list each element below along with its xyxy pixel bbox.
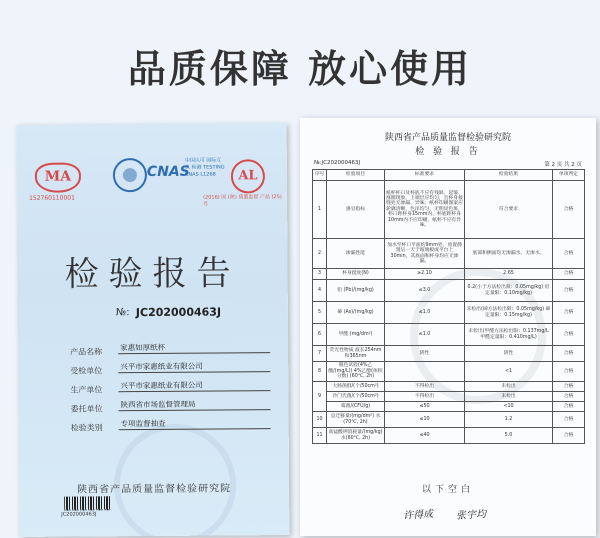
table-row: 8 脱色试验(4%乙酸/(mg/L)) 4%乙醇(体积分数) (60℃, 2h) <1 合格 — [313, 362, 585, 382]
table-row: 3 杯身挺度(N) ≥2.10 2.65 合格 — [313, 269, 585, 280]
sheet-report-number: №:JC202000463J — [314, 160, 361, 166]
col-header: 标准要求 — [385, 170, 465, 181]
field-entrusting-unit: 委托单位 陕西省市场监督管理局 — [70, 398, 280, 418]
field-inspected-unit: 受检单位 兴平市家惠纸业有限公司 — [70, 360, 280, 380]
signature-1: 许得成 — [402, 508, 434, 523]
results-table — [312, 169, 585, 444]
cnas-caption: 中国认可 国际互认 检测 TESTING CNAS L1268 — [184, 157, 225, 178]
table-row: 4 铅 (Pb)/(mg/kg) ≤3.0 0.2(小于方法检出限：0.05mg/kg) 铅定量限：0.10mg/kg) 合格 — [313, 280, 585, 302]
field-product-name: 产品名称 家惠如厚纸杯 — [70, 341, 280, 361]
table-row: 7 荧光性物质 波长254nm和365nm 阴性 阴性 合格 — [313, 346, 585, 362]
seal-icon — [113, 158, 147, 192]
headline: 品质保障 放心使用 — [127, 47, 473, 91]
table-row: 沙门氏菌/(个/50cm²) 不得检出 未检出 合格 — [313, 392, 585, 402]
report-cover — [17, 123, 290, 537]
table-row: 6 甲醛 (mg/dm²) ≤1.0 未检出(甲醛方法检出限：0.137mg/L 甲醛定量限：0.410mg/L) 合格 — [313, 324, 585, 346]
results-sheet — [300, 118, 596, 536]
cal-logo: AL — [231, 159, 265, 193]
report-no-label: №: — [115, 307, 130, 319]
table-row: 10 总迁移量/(mg/dm²) 水(70℃, 2h) ≤10 1.2 合格 — [313, 412, 585, 428]
sheet-page-number: 第 2 页 共 2 页 — [544, 162, 582, 168]
cover-fields — [70, 341, 281, 437]
field-inspection-type: 检验类别 专项监督抽查 — [71, 417, 281, 437]
cnas-logo: CNAS — [146, 163, 190, 181]
col-header: 检验结果 — [465, 170, 553, 181]
cover-organization: 陕西省产品质量监督检验研究院 — [77, 483, 232, 496]
certification-logos — [29, 153, 282, 208]
table-row: 2 渗漏性能 加水至杯口平面约9mm处，放置静置后一天于玻璃板或平台上30min，其底面和杯身均应无渗漏。 底部和侧面均无渗漏水，无渗水。 合格 — [313, 239, 585, 269]
table-header-row — [313, 170, 585, 181]
col-header: 单项判定 — [553, 170, 585, 181]
cma-number: 152760110001 — [29, 194, 75, 202]
sheet-title: 检 验 报 告 — [415, 147, 481, 157]
signature-2: 张宇均 — [455, 509, 487, 522]
sheet-organization: 陕西省产品质量监督检验研究院 — [384, 133, 511, 143]
col-header: 检验项目 — [327, 170, 385, 181]
cover-title: 检验报告 — [64, 253, 241, 295]
barcode — [64, 496, 110, 510]
table-row: 11 高锰酸钾消耗量/(mg/kg) 水(60℃, 2h) ≤40 5.0 合格 — [313, 428, 585, 444]
col-header: 序号 — [313, 170, 327, 181]
table-row: 5 砷 (As)/(mg/kg) ≤1.0 未检出(砷方法检出限：0.05mg/kg) 砷定量限：0.15mg/kg) 合格 — [313, 302, 585, 324]
table-row: 霉菌/(CFU/g) ≤50 <10 合格 — [313, 402, 585, 412]
report-number: JC202000463J — [135, 305, 222, 320]
barcode-text: JC202000463J — [61, 511, 97, 518]
blank-below-notice: 以下空白 — [421, 485, 474, 495]
field-manufacturer: 生产单位 兴平市家惠纸业有限公司 — [70, 379, 280, 399]
table-row: 9 大肠菌群/(个/50cm²) 不得检出 未检出 合格 — [313, 382, 585, 392]
cma-logo: MA — [35, 162, 81, 192]
table-row: 1 感官指标 纸杯杯口及杯底不应有残缺、起皱、涨圈现象，上端层应均匀，且杯身接缝处无渗漏、异味；纸杯印刷图案应轮廓清晰、色泽均匀，无明显色斑，杯口距杯身15mm内、杯底距杯身10mm内不应印刷，纸杯不应有异味。 符合要求 合格 — [313, 181, 585, 239]
cal-number: (2016) 国 (陕) 质量监督 产品 (25) 号 — [203, 194, 282, 208]
